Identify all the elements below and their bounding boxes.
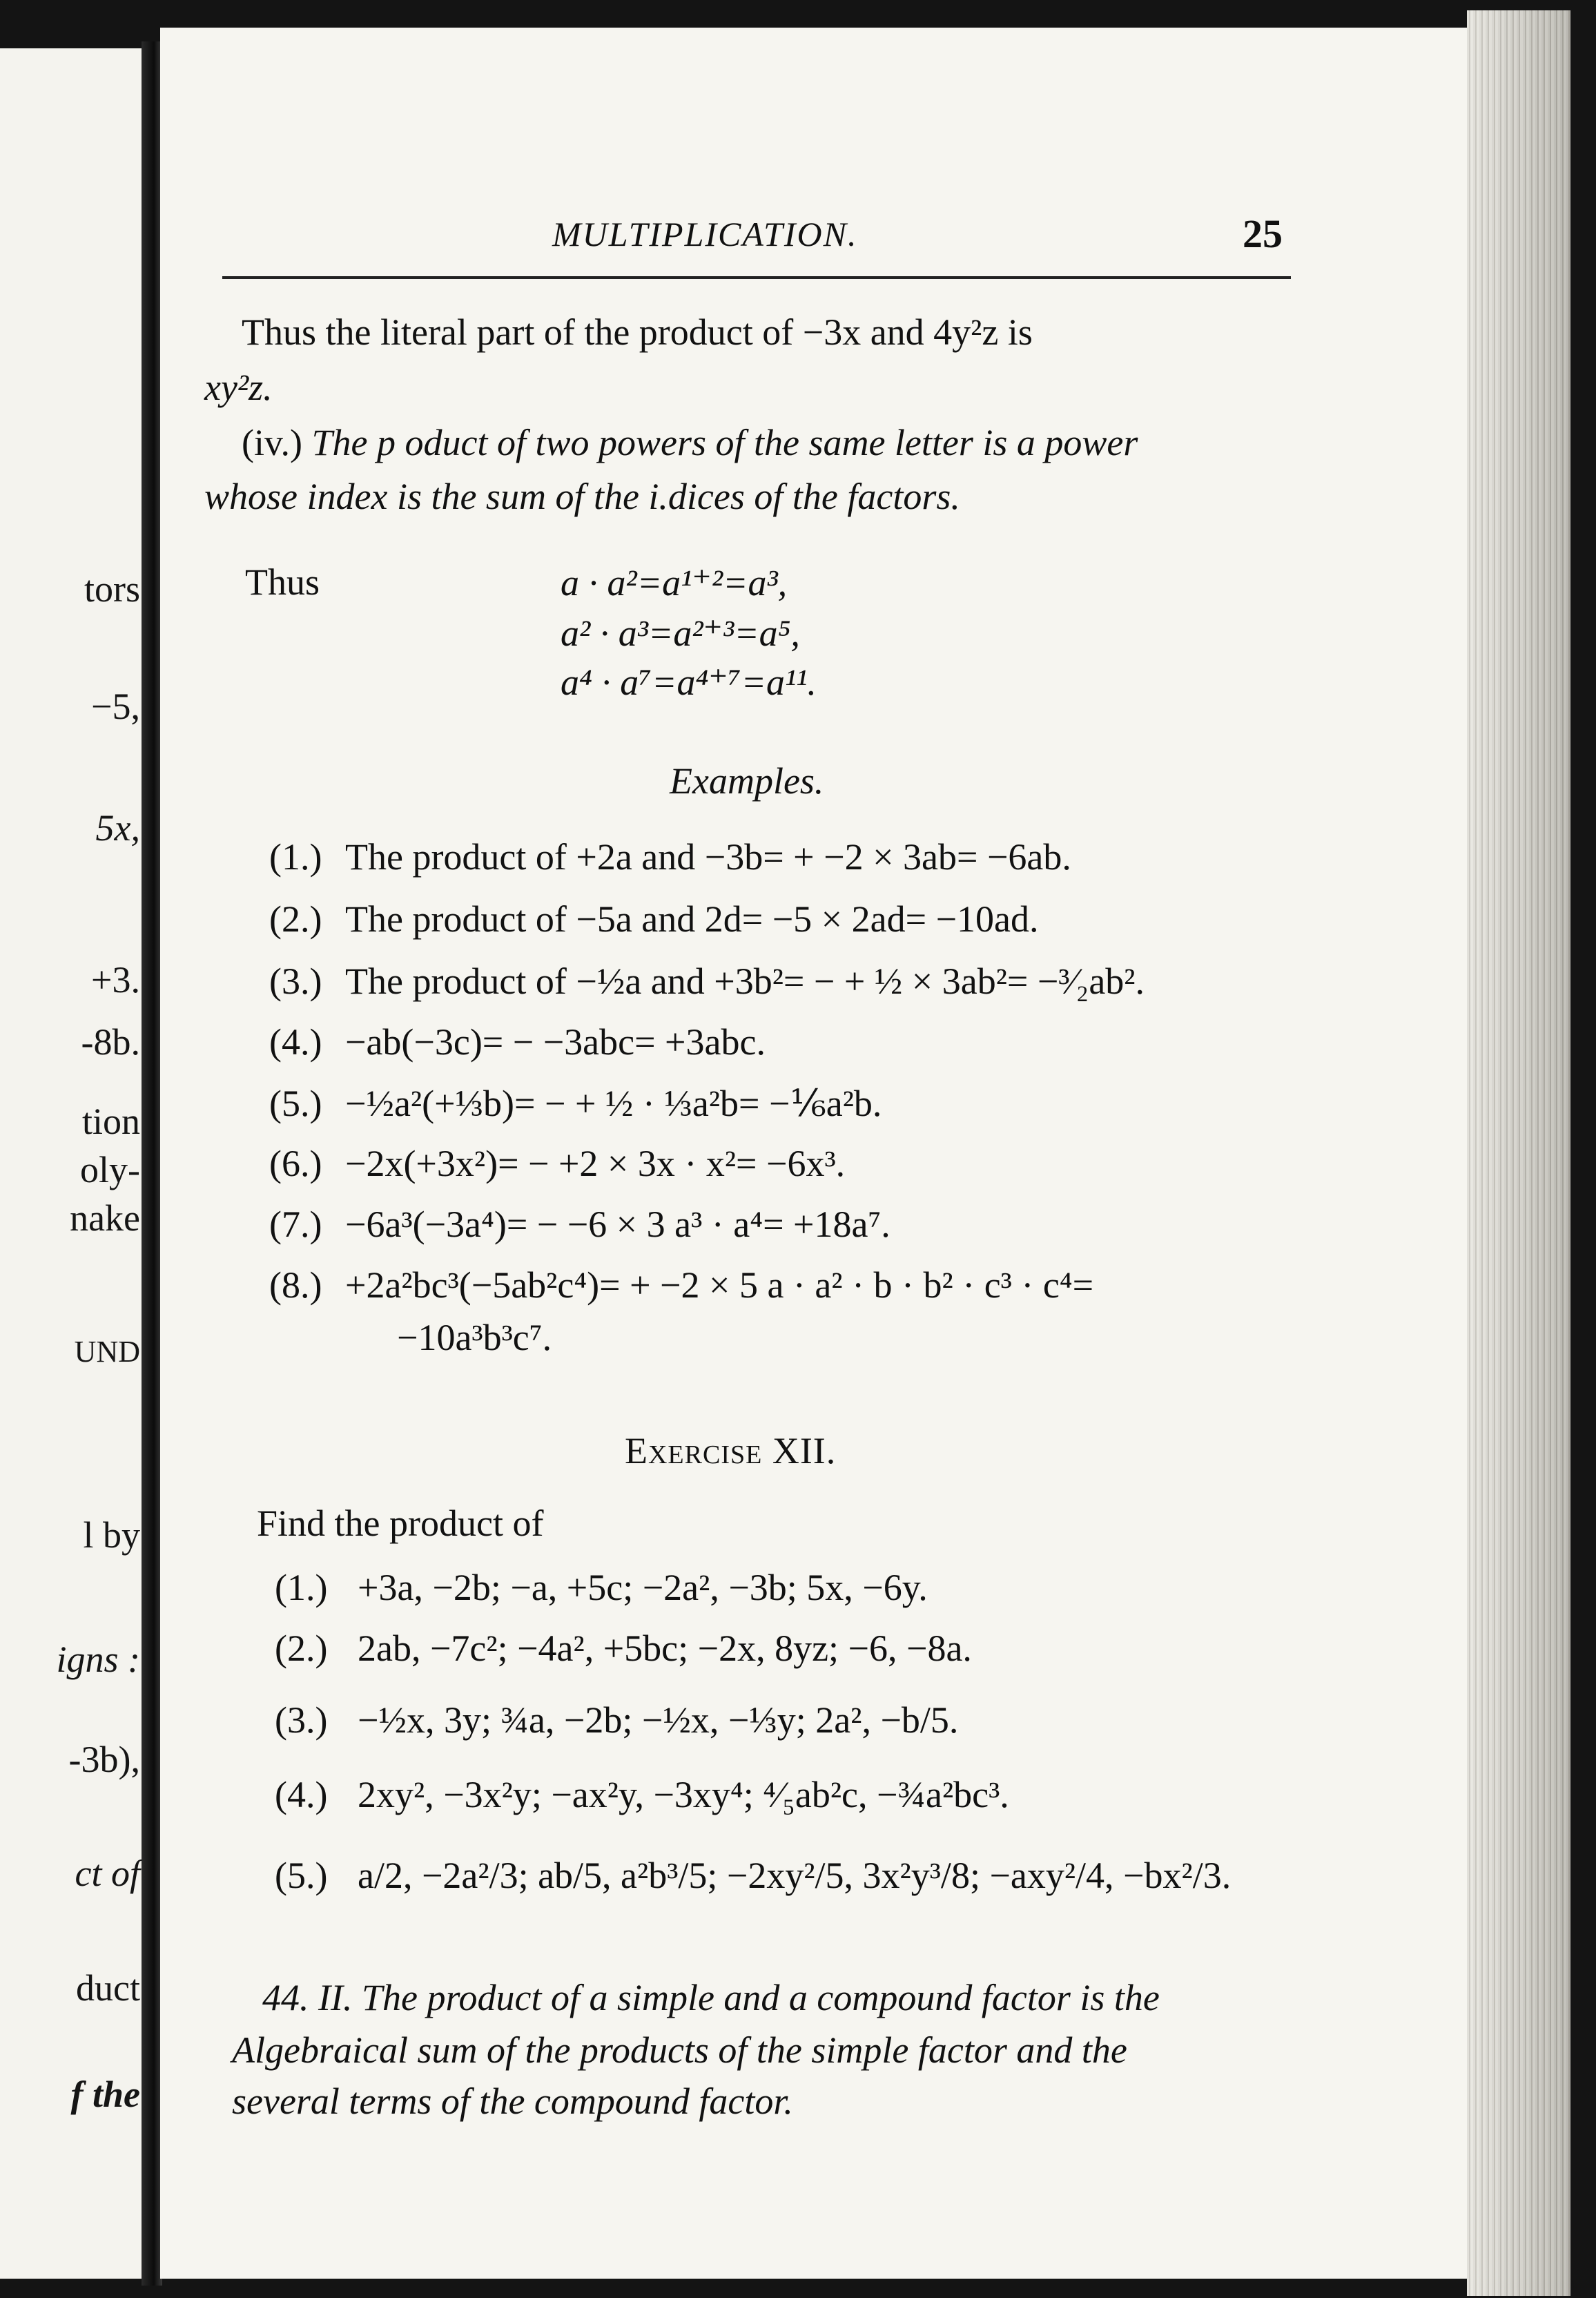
rule-44-text: 44. II. The product of a simple and a compound factor is the [262, 1977, 1160, 2018]
example-item [269, 1081, 882, 1125]
exercise-text: a/2, −2a²/3; ab/5, a²b³/5; −2xy²/5, 3x²y³/8; −axy²/4, −bx²/3. [358, 1855, 1232, 1896]
example-text: The product of −5a and 2d= −5 × 2ad= −10ad. [345, 898, 1039, 940]
left-fragment-line: UND [74, 1335, 140, 1369]
exercise-number: (4.) [275, 1774, 328, 1815]
example-item [269, 1203, 891, 1246]
book-gutter [142, 41, 162, 2286]
left-fragment-line: ct of [75, 1853, 140, 1894]
examples-heading: Examples. [670, 760, 824, 802]
left-fragment-line: l by [83, 1514, 140, 1556]
left-fragment-line: -8b. [81, 1021, 140, 1063]
thus-equation-1: a · a²=a¹⁺²=a³, [561, 562, 788, 604]
left-fragment-line: tion [81, 1101, 140, 1142]
left-page-fragment [0, 48, 148, 2279]
example-text: The product of −½a and +3b²= − + ½ × 3ab²= −³⁄₂ab². [345, 960, 1145, 1002]
rule-iv-line-2: whose index is the sum of the i.dices of the factors. [204, 476, 960, 517]
intro-line-1: Thus the literal part of the product of −3x and 4y²z is [242, 311, 1033, 353]
example-text: +2a²bc³(−5ab²c⁴)= + −2 × 5 a · a² · b · b² · c³ · c⁴= [345, 1264, 1094, 1306]
rule-44-line-3: several terms of the compound factor. [232, 2080, 793, 2122]
left-fragment-line: f the [70, 2074, 140, 2115]
example-item [269, 836, 1071, 878]
example-item-continuation [397, 1316, 552, 1359]
exercise-prompt: Find the product of [257, 1503, 544, 1544]
thus-label: Thus [245, 561, 320, 603]
thus-equation-2: a² · a³=a²⁺³=a⁵, [561, 612, 800, 654]
exercise-item [275, 1699, 958, 1741]
example-item [269, 1264, 1093, 1306]
exercise-number: (2.) [275, 1628, 328, 1669]
exercise-text: 2xy², −3x²y; −ax²y, −3xy⁴; ⁴⁄₅ab²c, −¾a²bc³. [358, 1774, 1009, 1815]
page-edges [1467, 10, 1570, 2296]
example-item [269, 1142, 845, 1185]
left-fragment-line: nake [70, 1197, 140, 1239]
example-text: −2x(+3x²)= − +2 × 3x · x²= −6x³. [345, 1143, 846, 1184]
rule-iv-label: (iv.) [242, 422, 302, 463]
example-text: The product of +2a and −3b= + −2 × 3ab= −6ab. [345, 836, 1071, 878]
page-number: 25 [1243, 211, 1283, 256]
example-text: −½a²(+⅓b)= − + ½ · ⅓a²b= −⅙a²b. [345, 1083, 882, 1124]
example-text: −10a³b³c⁷. [397, 1317, 552, 1358]
exercise-item [275, 1854, 1231, 1897]
rule-44-line-2: Algebraical sum of the products of the simple factor and the [232, 2029, 1127, 2071]
exercise-text: +3a, −2b; −a, +5c; −2a², −3b; 5x, −6y. [358, 1567, 928, 1608]
example-item [269, 960, 1145, 1003]
rule-iv [242, 421, 1138, 464]
rule-iv-line-1: The p oduct of two powers of the same letter is a power [311, 422, 1138, 463]
left-fragment-line: 5x, [95, 807, 140, 849]
left-fragment-line: duct [76, 1967, 140, 2009]
exercise-item [275, 1566, 928, 1609]
exercise-number: (3.) [275, 1699, 328, 1741]
exercise-number: (5.) [275, 1855, 328, 1896]
example-number: (5.) [269, 1083, 322, 1124]
header-rule [222, 276, 1291, 279]
example-number: (8.) [269, 1264, 322, 1306]
exercise-item [275, 1627, 972, 1670]
exercise-text: −½x, 3y; ¾a, −2b; −½x, −⅓y; 2a², −b/5. [358, 1699, 959, 1741]
left-fragment-line: -3b), [68, 1739, 140, 1780]
example-item [269, 898, 1038, 940]
exercise-item [275, 1773, 1009, 1816]
example-item [269, 1021, 766, 1063]
left-fragment-line: +3. [91, 959, 140, 1001]
left-fragment-line: igns : [56, 1639, 140, 1680]
exercise-number: (1.) [275, 1567, 328, 1608]
example-text: −6a³(−3a⁴)= − −6 × 3 a³ · a⁴= +18a⁷. [345, 1204, 891, 1245]
example-number: (1.) [269, 836, 322, 878]
example-number: (4.) [269, 1021, 322, 1063]
left-fragment-line: tors [84, 568, 140, 610]
running-header-title: MULTIPLICATION. [552, 215, 858, 253]
exercise-text: 2ab, −7c²; −4a², +5bc; −2x, 8yz; −6, −8a. [358, 1628, 972, 1669]
example-number: (3.) [269, 960, 322, 1002]
example-number: (6.) [269, 1143, 322, 1184]
example-text: −ab(−3c)= − −3abc= +3abc. [345, 1021, 766, 1063]
left-fragment-line: oly- [80, 1149, 140, 1190]
thus-equation-3: a⁴ · a⁷=a⁴⁺⁷=a¹¹. [561, 662, 817, 703]
exercise-heading: Exercise XII. [625, 1430, 837, 1471]
rule-44-line-1 [262, 1976, 1160, 2019]
intro-line-2: xy²z. [204, 367, 273, 408]
left-fragment-line: −5, [91, 686, 140, 727]
example-number: (7.) [269, 1204, 322, 1245]
example-number: (2.) [269, 898, 322, 940]
